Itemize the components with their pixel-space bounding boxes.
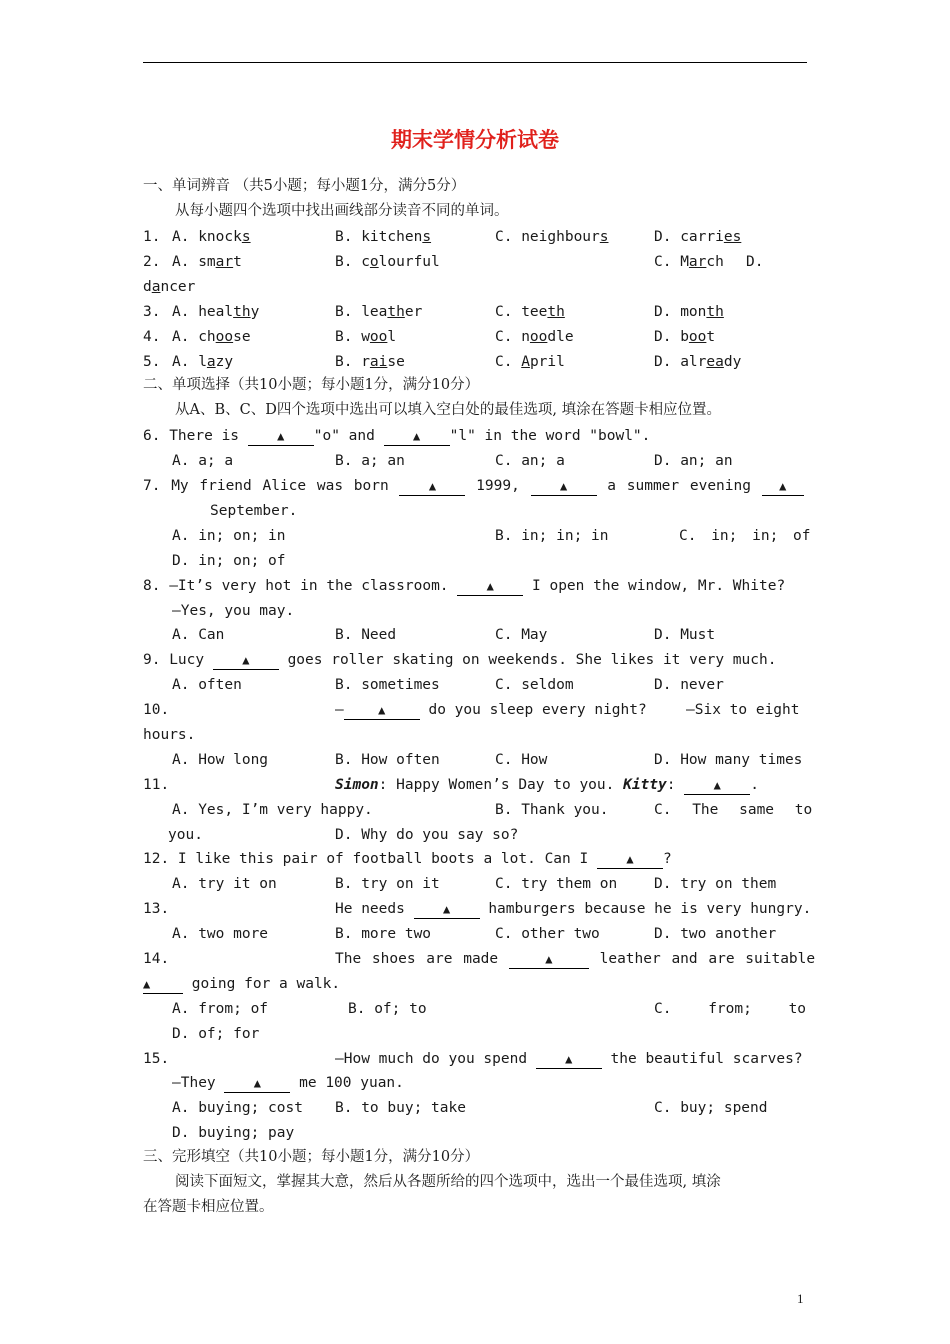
q12-option-c: C. try them on [495, 876, 618, 892]
page-title: 期末学情分析试卷 [391, 127, 559, 152]
q7-option-d: D. in; on; of [172, 553, 286, 569]
q1-number: 1. [143, 229, 161, 245]
q11-option-c-continued: you. [168, 827, 203, 843]
q10-option-a: A. How long [172, 752, 269, 768]
q14-option-a: A. from; of [172, 1001, 269, 1017]
section-3-instruction: 阅读下面短文，掌握其大意，然后从各题所给的四个选项中，选出一个最佳选项, 填涂 [175, 1174, 721, 1190]
page-number: 1 [797, 1291, 804, 1306]
q3-option-c: C. teeth [495, 304, 565, 320]
answer-blank: ▲ [344, 701, 420, 720]
q8-option-d: D. Must [654, 627, 716, 643]
q8-option-b: B. Need [335, 627, 397, 643]
q14-option-d: D. of; for [172, 1026, 260, 1042]
q15-stem: —How much do you spend ▲ the beautiful scarves? [335, 1051, 803, 1067]
q5-option-c: C. April [495, 354, 565, 370]
q3-number: 3. [143, 304, 161, 320]
q1-option-c: C. neighbours [495, 229, 609, 245]
q6-stem: 6. There is ▲ "o" and ▲ "l" in the word "bowl". [143, 428, 651, 444]
q13-stem: He needs ▲ hamburgers because he is very hungry. [335, 901, 812, 917]
answer-blank: ▲ [457, 577, 523, 596]
q5-option-a: A. lazy [172, 354, 234, 370]
q14-number: 14. [143, 951, 170, 967]
q15-option-d: D. buying; pay [172, 1125, 295, 1141]
answer-blank: ▲ [536, 1050, 602, 1069]
q15-stem-continued: —They ▲ me 100 yuan. [172, 1075, 404, 1091]
q8-stem: 8. —It’s very hot in the classroom. ▲ I open the window, Mr. White? [143, 578, 786, 594]
answer-blank: ▲ [224, 1074, 290, 1093]
answer-blank: ▲ [762, 477, 804, 496]
q10-number: 10. [143, 702, 170, 718]
q13-option-c: C. other two [495, 926, 600, 942]
q10-stem-continued: hours. [143, 727, 196, 743]
q4-option-b: B. wool [335, 329, 397, 345]
answer-blank: ▲ [531, 477, 597, 496]
section-1-heading: 一、单词辨音 （共5小题；每小题1分，满分5分） [143, 178, 466, 194]
q12-stem: 12. I like this pair of football boots a lot. Can I ▲ ? [143, 851, 672, 867]
section-2-instruction: 从A、B、C、D四个选项中选出可以填入空白处的最佳选项, 填涂在答题卡相应位置。 [175, 402, 722, 418]
q8-option-c: C. May [495, 627, 548, 643]
q2-number: 2. [143, 254, 161, 270]
q7-stem: 7. My friend Alice was born ▲ 1999, ▲ a summer evening ▲ [143, 476, 804, 496]
q4-option-d: D. boot [654, 329, 716, 345]
q2-option-c: C. March [654, 254, 724, 270]
q2-option-d-label: D. [746, 254, 764, 270]
q14-stem-continued: ▲ going for a walk. [143, 976, 341, 992]
q10-answer-line: —Six to eight [686, 702, 800, 718]
q2-option-d-word: dancer [143, 279, 196, 295]
q11-option-d: D. Why do you say so? [335, 827, 519, 843]
q1-option-b: B. kitchens [335, 229, 432, 245]
q6-option-b: B. a; an [335, 453, 405, 469]
q6-option-c: C. an; a [495, 453, 565, 469]
answer-blank: ▲ [399, 477, 465, 496]
q6-option-d: D. an; an [654, 453, 733, 469]
q10-option-b: B. How often [335, 752, 440, 768]
q15-option-b: B. to buy; take [335, 1100, 466, 1116]
answer-blank: ▲ [384, 427, 450, 446]
q9-option-b: B. sometimes [335, 677, 440, 693]
q2-option-a: A. smart [172, 254, 242, 270]
q11-stem: Simon: Happy Women’s Day to you. Kitty: ▲ . [335, 777, 759, 793]
q6-option-a: A. a; a [172, 453, 234, 469]
q10-stem: — ▲ do you sleep every night? [335, 702, 647, 718]
q14-option-b: B. of; to [348, 1001, 427, 1017]
q7-option-b: B. in; in; in [495, 528, 609, 544]
q9-option-a: A. often [172, 677, 242, 693]
q12-option-a: A. try it on [172, 876, 277, 892]
q7-option-c: C. in; in; of [679, 528, 811, 544]
q12-option-b: B. try on it [335, 876, 440, 892]
q9-option-c: C. seldom [495, 677, 574, 693]
header-rule [143, 62, 807, 63]
q15-option-a: A. buying; cost [172, 1100, 303, 1116]
section-3-heading: 三、完形填空（共10小题；每小题1分，满分10分） [143, 1149, 480, 1165]
q15-number: 15. [143, 1051, 170, 1067]
answer-blank: ▲ [414, 900, 480, 919]
q4-number: 4. [143, 329, 161, 345]
q12-option-d: D. try on them [654, 876, 777, 892]
q11-option-b: B. Thank you. [495, 802, 609, 818]
q13-option-a: A. two more [172, 926, 269, 942]
q10-option-d: D. How many times [654, 752, 803, 768]
q13-option-b: B. more two [335, 926, 432, 942]
q1-option-a: A. knocks [172, 229, 251, 245]
answer-blank: ▲ [597, 850, 663, 869]
q11-option-c: C. The same to [654, 802, 813, 818]
q5-option-b: B. raise [335, 354, 405, 370]
answer-blank: ▲ [684, 776, 750, 795]
q4-option-a: A. choose [172, 329, 251, 345]
q11-option-a: A. Yes, I’m very happy. [172, 802, 373, 818]
q14-stem: The shoes are made ▲ leather and are suitable [335, 951, 816, 967]
answer-blank: ▲ [248, 427, 314, 446]
q13-number: 13. [143, 901, 170, 917]
q2-option-b: B. colourful [335, 254, 440, 270]
q5-number: 5. [143, 354, 161, 370]
section-2-heading: 二、单项选择（共10小题；每小题1分，满分10分） [143, 377, 480, 393]
q13-option-d: D. two another [654, 926, 777, 942]
q3-option-d: D. month [654, 304, 724, 320]
q5-option-d: D. already [654, 354, 742, 370]
q8-stem-continued: —Yes, you may. [172, 603, 295, 619]
q4-option-c: C. noodle [495, 329, 574, 345]
q10-option-c: C. How [495, 752, 548, 768]
q15-option-c: C. buy; spend [654, 1100, 768, 1116]
q9-stem: 9. Lucy ▲ goes roller skating on weekends. She likes it very much. [143, 652, 777, 668]
q14-option-c: C. from; to [654, 1001, 807, 1017]
section-3-instruction-continued: 在答题卡相应位置。 [143, 1199, 274, 1215]
q7-option-a: A. in; on; in [172, 528, 286, 544]
answer-blank: ▲ [143, 975, 183, 994]
q3-option-a: A. healthy [172, 304, 260, 320]
answer-blank: ▲ [213, 651, 279, 670]
q8-option-a: A. Can [172, 627, 225, 643]
q3-option-b: B. leather [335, 304, 423, 320]
q1-option-d: D. carries [654, 229, 742, 245]
q7-stem-continued: September. [210, 503, 298, 519]
q9-option-d: D. never [654, 677, 724, 693]
answer-blank: ▲ [509, 950, 589, 969]
section-1-instruction: 从每小题四个选项中找出画线部分读音不同的单词。 [175, 203, 509, 219]
q11-number: 11. [143, 777, 170, 793]
